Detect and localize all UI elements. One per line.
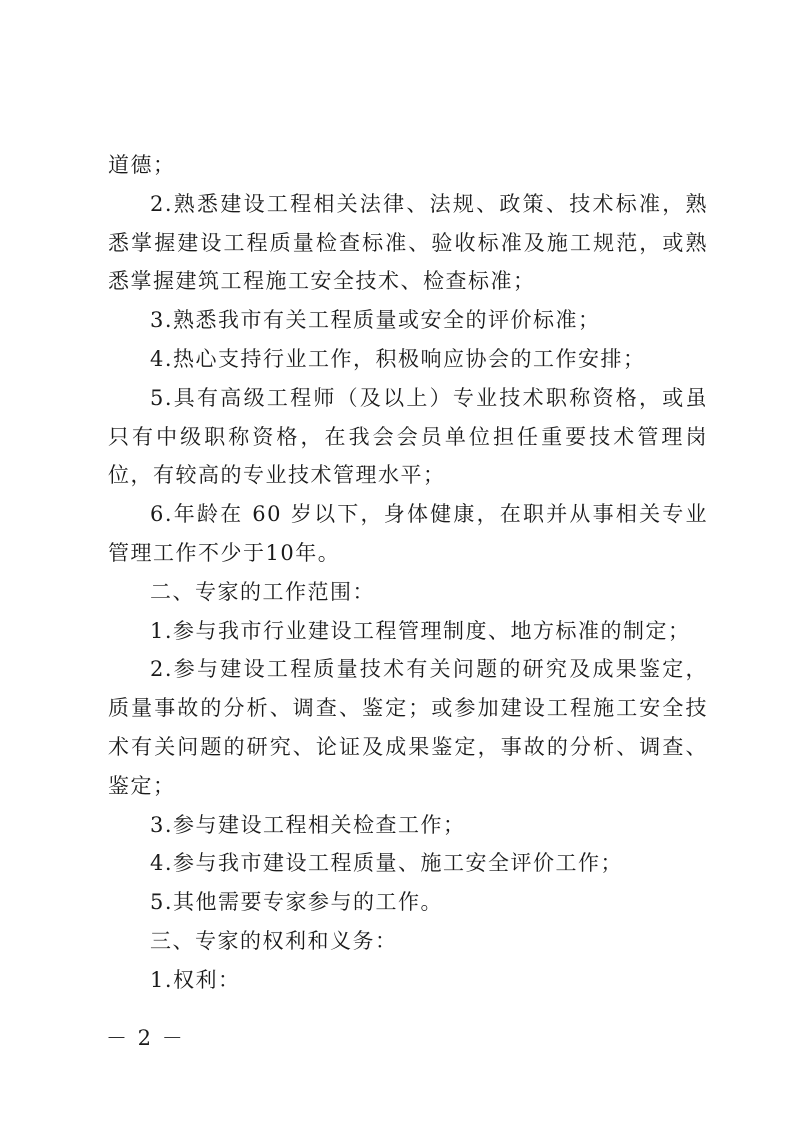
paragraph-qualification-3: 3.熟悉我市有关工程质量或安全的评价标准； xyxy=(150,308,601,333)
paragraph-scope-1: 1.参与我市行业建设工程管理制度、地方标准的制定； xyxy=(150,618,691,643)
paragraph-scope-5: 5.其他需要专家参与的工作。 xyxy=(150,890,444,915)
paragraph-scope-2: 2.参与建设工程质量技术有关问题的研究及成果鉴定，质量事故的分析、调查、鉴定；或参加建设工程施工安全技术有关问题的研究、论证及成果鉴定，事故的分析、调查、鉴定； xyxy=(108,657,708,798)
section-heading-rights-duties: 三、专家的权利和义务： xyxy=(150,928,398,953)
paragraph-continuation: 道德； xyxy=(108,153,176,177)
paragraph-qualification-4: 4.热心支持行业工作，积极响应协会的工作安排； xyxy=(150,346,646,371)
paragraph-qualification-5: 5.具有高级工程师（及以上）专业技术职称资格，或虽只有中级职称资格，在我会会员单位担任重要技术管理岗位，有较高的专业技术管理水平； xyxy=(108,385,708,488)
paragraph-scope-4: 4.参与我市建设工程质量、施工安全评价工作； xyxy=(150,851,624,876)
paragraph-rights: 1.权利： xyxy=(150,967,241,992)
page-number: － 2 － xyxy=(106,1026,185,1050)
section-heading-work-scope: 二、专家的工作范围： xyxy=(150,579,375,604)
paragraph-qualification-2: 2.熟悉建设工程相关法律、法规、政策、技术标准，熟悉掌握建设工程质量检查标准、验收标准及施工规范，或熟悉掌握建筑工程施工安全技术、检查标准； xyxy=(108,191,708,294)
paragraph-scope-3: 3.参与建设工程相关检查工作； xyxy=(150,812,466,837)
document-body xyxy=(108,146,708,1000)
paragraph-qualification-6: 6.年龄在 60 岁以下，身体健康，在职并从事相关专业管理工作不少于10年。 xyxy=(108,502,708,565)
